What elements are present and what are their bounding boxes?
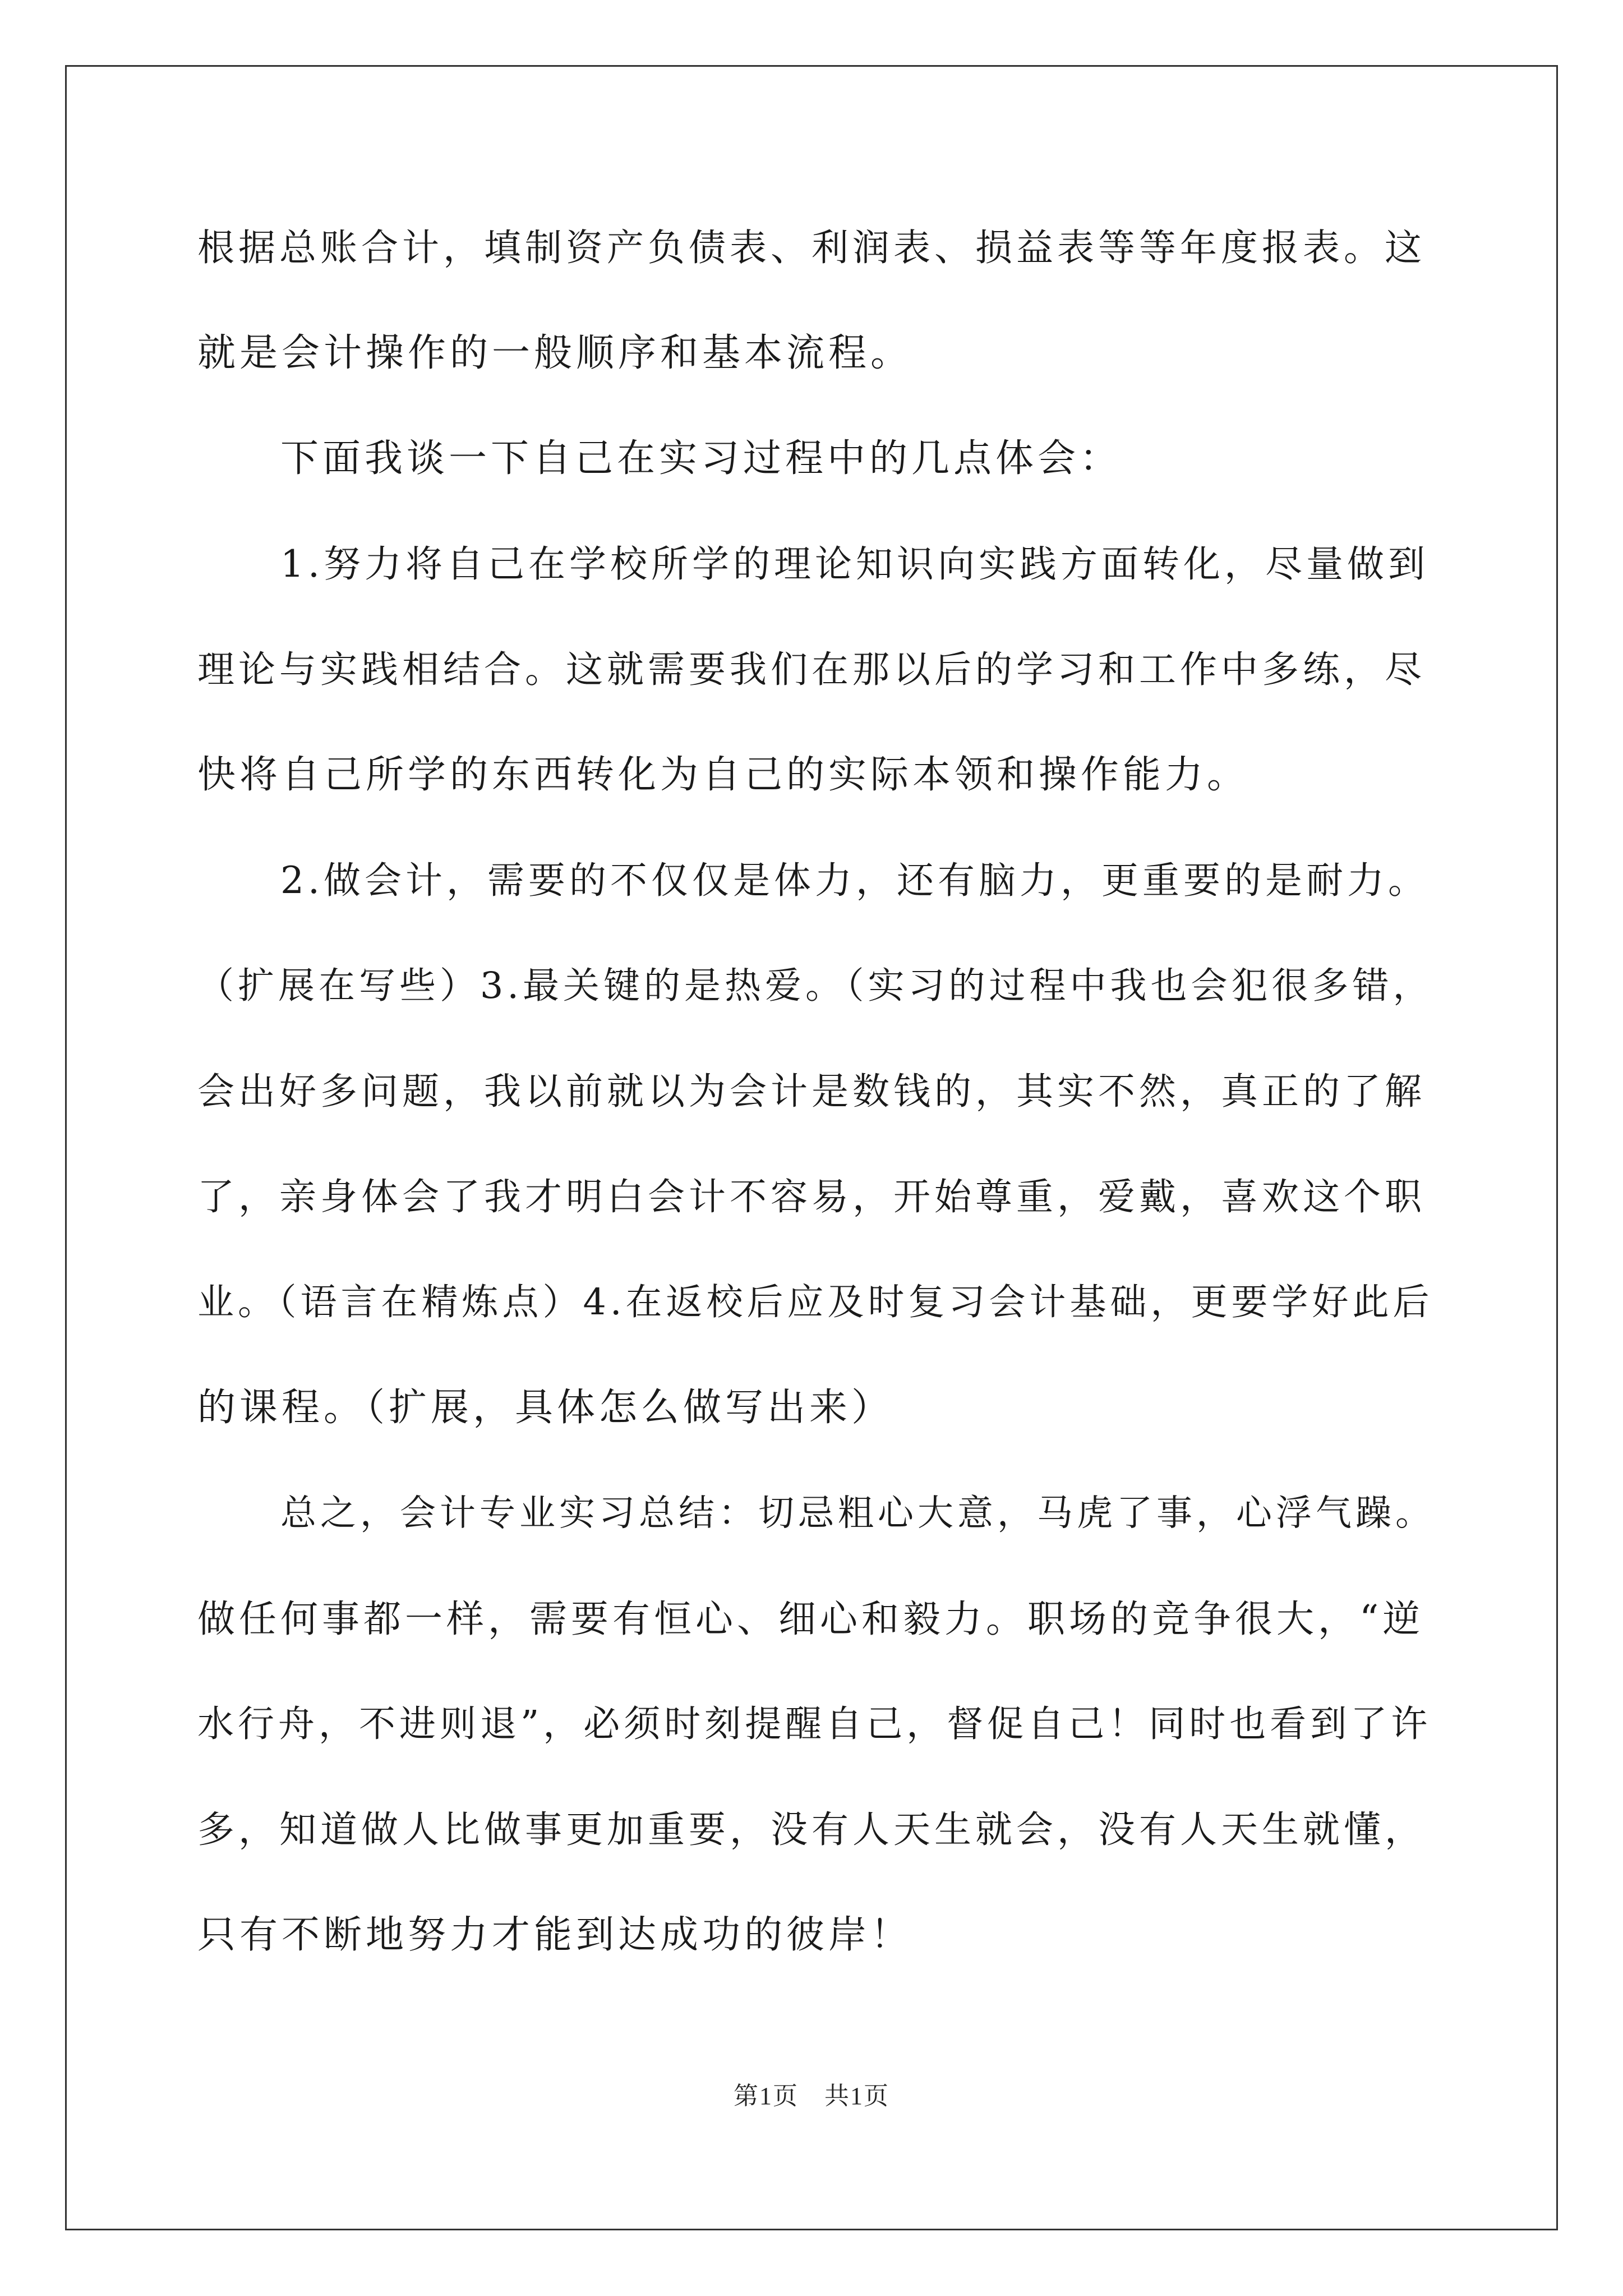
document-body	[197, 220, 1437, 2013]
text-line: 总之，会计专业实习总结：切忌粗心大意，马虎了事，心浮气躁。	[280, 1493, 1435, 1534]
text-line: 就是会计操作的一般顺序和基本流程。	[197, 331, 913, 375]
text-line: 理论与实践相结合。这就需要我们在那以后的学习和工作中多练，尽	[197, 648, 1426, 691]
text-line: （扩展在写些）3.最关键的是热爱。（实习的过程中我也会犯很多错，	[197, 965, 1433, 1007]
text-line: 下面我谈一下自己在实习过程中的几点体会：	[280, 436, 1122, 481]
text-line: 2.做会计，需要的不仅仅是体力，还有脑力，更重要的是耐力。	[280, 859, 1429, 902]
text-line: 会出好多问题，我以前就以为会计是数钱的，其实不然，真正的了解	[197, 1070, 1426, 1113]
text-line: 水行舟，不进则退”，必须时刻提醒自己，督促自己！同时也看到了许	[197, 1703, 1432, 1745]
text-line: 1.努力将自己在学校所学的理论知识向实践方面转化，尽量做到	[280, 542, 1429, 586]
text-line: 快将自己所学的东西转化为自己的实际本领和操作能力。	[197, 753, 1249, 797]
text-line: 了，亲身体会了我才明白会计不容易，开始尊重，爱戴，喜欢这个职	[197, 1175, 1426, 1218]
page-number-footer: 第1页 共1页	[734, 2082, 889, 2110]
text-line: 根据总账合计，填制资产负债表、利润表、损益表等等年度报表。这	[197, 226, 1426, 269]
text-line: 做任何事都一样，需要有恒心、细心和毅力。职场的竞争很大，“逆	[197, 1597, 1424, 1641]
text-line: 的课程。（扩展，具体怎么做写出来）	[197, 1386, 894, 1430]
text-line: 只有不断地努力才能到达成功的彼岸！	[197, 1913, 913, 1957]
text-line: 多，知道做人比做事更加重要，没有人天生就会，没有人天生就懂，	[197, 1808, 1426, 1851]
text-line: 业。（语言在精炼点）4.在返校后应及时复习会计基础，更要学好此后	[197, 1281, 1433, 1323]
